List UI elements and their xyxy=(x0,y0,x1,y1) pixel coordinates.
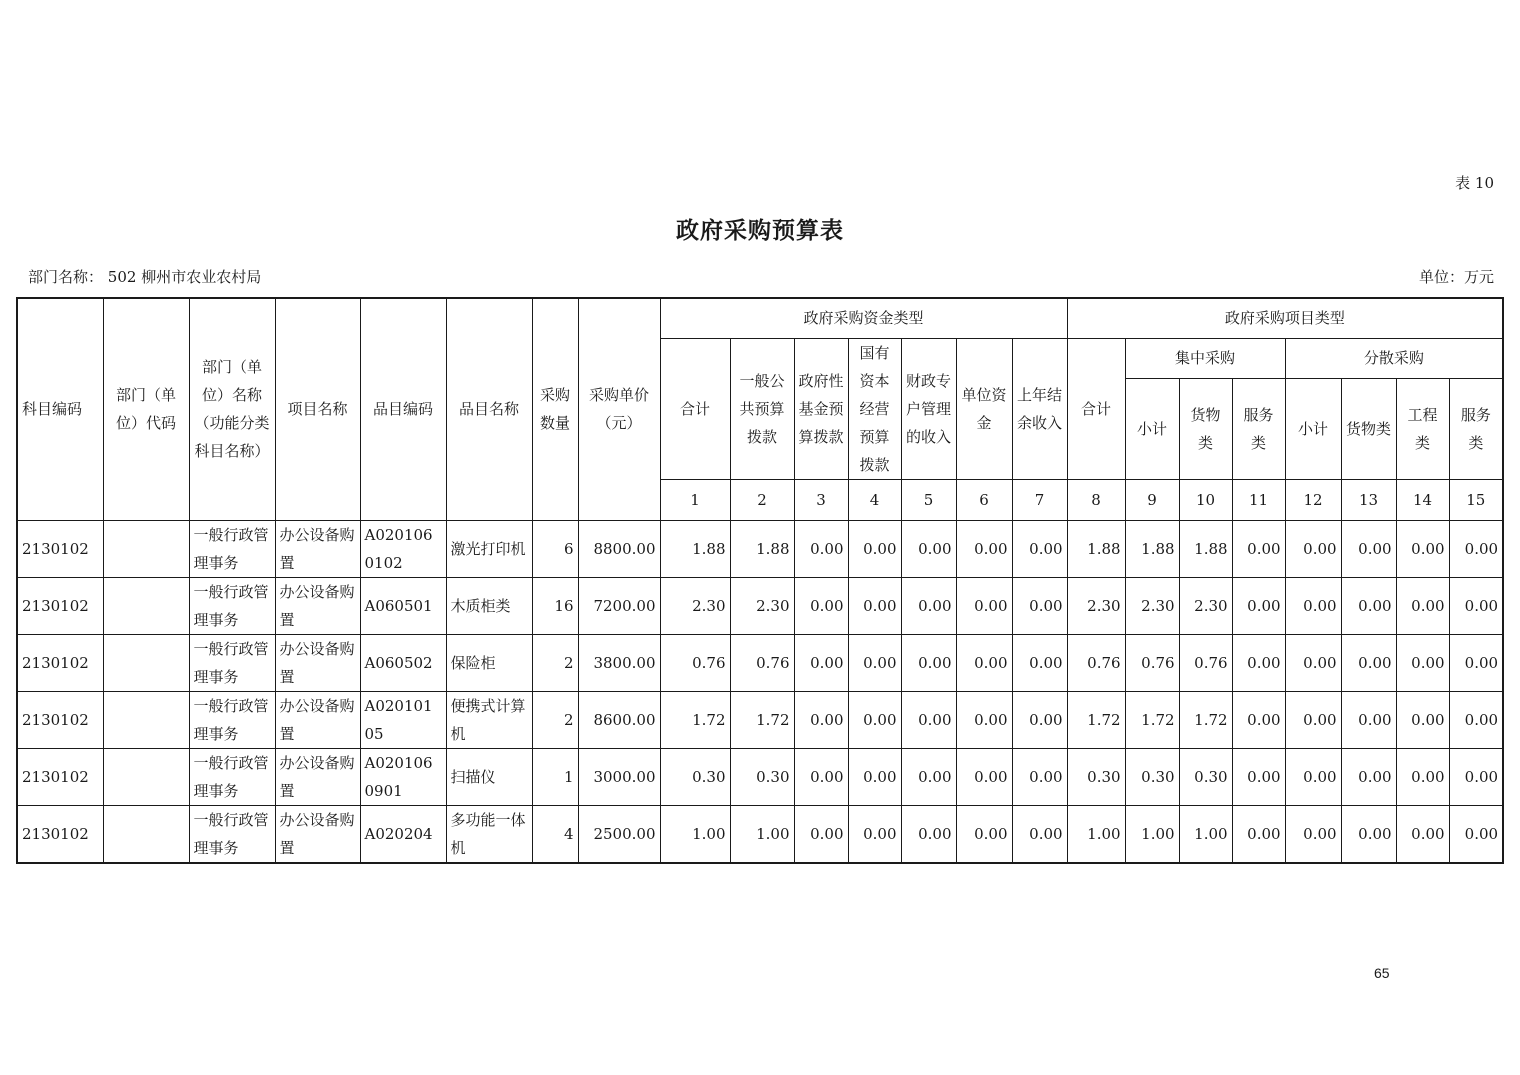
cell-amount: 0.00 xyxy=(794,634,848,691)
cell-amount: 0.00 xyxy=(1449,577,1503,634)
cell-amount: 2.30 xyxy=(1067,577,1125,634)
table-row xyxy=(17,691,1503,748)
column-number: 10 xyxy=(1179,479,1232,520)
cell-amount: 0.76 xyxy=(660,634,730,691)
column-number: 3 xyxy=(794,479,848,520)
cell-item-code: A060501 xyxy=(360,577,446,634)
column-number: 2 xyxy=(730,479,794,520)
cell-amount: 0.00 xyxy=(1012,748,1067,805)
cell-amount: 1.88 xyxy=(1125,520,1179,577)
cell-project-name: 办公设备购置 xyxy=(275,805,360,863)
header-gov-fund: 政府性基金预算拨款 xyxy=(794,338,848,479)
procurement-budget-table xyxy=(16,297,1504,864)
cell-unit-price: 7200.00 xyxy=(578,577,660,634)
page-title: 政府采购预算表 xyxy=(676,217,844,244)
cell-amount: 0.00 xyxy=(1012,691,1067,748)
cell-amount: 0.00 xyxy=(901,805,956,863)
header-fund-type-group: 政府采购资金类型 xyxy=(660,298,1067,338)
column-number: 11 xyxy=(1232,479,1285,520)
cell-subject-code: 2130102 xyxy=(17,748,103,805)
cell-amount: 0.00 xyxy=(1396,805,1449,863)
cell-amount: 0.00 xyxy=(1285,520,1341,577)
cell-amount: 0.00 xyxy=(956,805,1012,863)
cell-project-name: 办公设备购置 xyxy=(275,520,360,577)
table-number: 表 10 xyxy=(1455,174,1494,192)
cell-subject-code: 2130102 xyxy=(17,577,103,634)
cell-dept-name: 一般行政管理事务 xyxy=(189,805,275,863)
cell-amount: 1.72 xyxy=(730,691,794,748)
cell-dept-name: 一般行政管理事务 xyxy=(189,577,275,634)
header-dispersed-subtotal: 小计 xyxy=(1285,378,1341,479)
cell-amount: 0.00 xyxy=(1449,691,1503,748)
cell-amount: 1.72 xyxy=(1067,691,1125,748)
cell-amount: 0.00 xyxy=(1341,520,1396,577)
cell-amount: 0.00 xyxy=(1012,805,1067,863)
cell-amount: 0.00 xyxy=(794,805,848,863)
header-state-capital: 国有资本经营预算拨款 xyxy=(848,338,901,479)
header-central-goods: 货物类 xyxy=(1179,378,1232,479)
column-number: 12 xyxy=(1285,479,1341,520)
page-number: 65 xyxy=(1374,965,1390,981)
column-number: 14 xyxy=(1396,479,1449,520)
cell-amount: 0.76 xyxy=(1125,634,1179,691)
header-carryover: 上年结余收入 xyxy=(1012,338,1067,479)
cell-amount: 0.00 xyxy=(1232,691,1285,748)
header-unit-price: 采购单价（元） xyxy=(578,298,660,520)
cell-amount: 0.00 xyxy=(1449,634,1503,691)
unit-label: 单位：万元 xyxy=(1418,268,1494,286)
cell-amount: 0.00 xyxy=(1012,577,1067,634)
cell-amount: 0.00 xyxy=(848,805,901,863)
cell-amount: 0.00 xyxy=(1396,691,1449,748)
cell-amount: 0.00 xyxy=(848,634,901,691)
cell-amount: 1.00 xyxy=(730,805,794,863)
table-row xyxy=(17,577,1503,634)
cell-amount: 0.00 xyxy=(1396,748,1449,805)
cell-quantity: 4 xyxy=(532,805,578,863)
header-dispersed-procurement: 分散采购 xyxy=(1285,338,1503,378)
cell-amount: 0.00 xyxy=(901,634,956,691)
header-general-budget: 一般公共预算拨款 xyxy=(730,338,794,479)
header-dispersed-service: 服务类 xyxy=(1449,378,1503,479)
cell-amount: 0.00 xyxy=(848,520,901,577)
cell-project-name: 办公设备购置 xyxy=(275,691,360,748)
cell-amount: 0.00 xyxy=(1341,634,1396,691)
cell-amount: 0.00 xyxy=(794,520,848,577)
department-label: 部门名称： xyxy=(28,268,104,286)
cell-project-name: 办公设备购置 xyxy=(275,577,360,634)
header-dept-code: 部门（单位）代码 xyxy=(103,298,189,520)
cell-item-code: A060502 xyxy=(360,634,446,691)
cell-amount: 1.88 xyxy=(1067,520,1125,577)
cell-amount: 0.76 xyxy=(1067,634,1125,691)
cell-item-name: 多功能一体机 xyxy=(446,805,532,863)
cell-amount: 0.00 xyxy=(848,748,901,805)
cell-item-code: A020204 xyxy=(360,805,446,863)
cell-subject-code: 2130102 xyxy=(17,520,103,577)
header-unit-fund: 单位资金 xyxy=(956,338,1012,479)
cell-amount: 0.00 xyxy=(1285,691,1341,748)
cell-amount: 0.00 xyxy=(1232,577,1285,634)
cell-amount: 0.00 xyxy=(1449,520,1503,577)
cell-amount: 1.88 xyxy=(730,520,794,577)
cell-subject-code: 2130102 xyxy=(17,634,103,691)
cell-dept-name: 一般行政管理事务 xyxy=(189,520,275,577)
cell-amount: 1.72 xyxy=(1179,691,1232,748)
cell-item-code: A0201060901 xyxy=(360,748,446,805)
column-number: 8 xyxy=(1067,479,1125,520)
cell-amount: 0.00 xyxy=(848,577,901,634)
cell-amount: 2.30 xyxy=(1179,577,1232,634)
cell-amount: 1.88 xyxy=(1179,520,1232,577)
cell-amount: 0.00 xyxy=(1232,520,1285,577)
cell-amount: 1.00 xyxy=(1125,805,1179,863)
column-number: 7 xyxy=(1012,479,1067,520)
header-central-subtotal: 小计 xyxy=(1125,378,1179,479)
cell-amount: 0.00 xyxy=(1285,748,1341,805)
header-item-code: 品目编码 xyxy=(360,298,446,520)
cell-amount: 1.00 xyxy=(1067,805,1125,863)
cell-amount: 0.00 xyxy=(1396,577,1449,634)
department-value: 502 柳州市农业农村局 xyxy=(107,268,262,286)
cell-amount: 2.30 xyxy=(660,577,730,634)
header-dept-name: 部门（单位）名称（功能分类科目名称） xyxy=(189,298,275,520)
cell-amount: 0.00 xyxy=(1285,805,1341,863)
cell-amount: 0.00 xyxy=(848,691,901,748)
cell-unit-price: 8800.00 xyxy=(578,520,660,577)
cell-unit-price: 3800.00 xyxy=(578,634,660,691)
cell-amount: 0.00 xyxy=(1341,691,1396,748)
table-row xyxy=(17,520,1503,577)
cell-amount: 0.00 xyxy=(1341,577,1396,634)
header-dispersed-goods: 货物类 xyxy=(1341,378,1396,479)
cell-amount: 0.00 xyxy=(1232,748,1285,805)
cell-amount: 0.00 xyxy=(1449,748,1503,805)
header-fund-total: 合计 xyxy=(660,338,730,479)
cell-item-name: 木质柜类 xyxy=(446,577,532,634)
cell-amount: 0.00 xyxy=(1341,748,1396,805)
cell-project-name: 办公设备购置 xyxy=(275,634,360,691)
cell-amount: 1.00 xyxy=(660,805,730,863)
cell-amount: 0.30 xyxy=(660,748,730,805)
header-subject-code: 科目编码 xyxy=(17,298,103,520)
cell-item-code: A0201060102 xyxy=(360,520,446,577)
header-quantity: 采购数量 xyxy=(532,298,578,520)
cell-amount: 0.00 xyxy=(794,577,848,634)
cell-amount: 0.00 xyxy=(1012,634,1067,691)
cell-dept-code xyxy=(103,634,189,691)
cell-amount: 0.00 xyxy=(956,634,1012,691)
cell-item-name: 保险柜 xyxy=(446,634,532,691)
cell-amount: 0.00 xyxy=(901,691,956,748)
cell-item-name: 扫描仪 xyxy=(446,748,532,805)
cell-unit-price: 3000.00 xyxy=(578,748,660,805)
column-number: 9 xyxy=(1125,479,1179,520)
column-number: 13 xyxy=(1341,479,1396,520)
column-number: 15 xyxy=(1449,479,1503,520)
cell-amount: 0.00 xyxy=(1449,805,1503,863)
column-number: 4 xyxy=(848,479,901,520)
header-central-service: 服务类 xyxy=(1232,378,1285,479)
header-project-type-group: 政府采购项目类型 xyxy=(1067,298,1503,338)
cell-unit-price: 8600.00 xyxy=(578,691,660,748)
cell-dept-name: 一般行政管理事务 xyxy=(189,691,275,748)
cell-unit-price: 2500.00 xyxy=(578,805,660,863)
cell-item-name: 激光打印机 xyxy=(446,520,532,577)
cell-amount: 0.00 xyxy=(794,748,848,805)
column-number: 5 xyxy=(901,479,956,520)
column-number: 6 xyxy=(956,479,1012,520)
cell-amount: 0.00 xyxy=(1012,520,1067,577)
cell-dept-code xyxy=(103,805,189,863)
header-item-name: 品目名称 xyxy=(446,298,532,520)
cell-project-name: 办公设备购置 xyxy=(275,748,360,805)
cell-amount: 1.00 xyxy=(1179,805,1232,863)
cell-amount: 0.00 xyxy=(794,691,848,748)
cell-amount: 0.00 xyxy=(956,577,1012,634)
cell-amount: 0.30 xyxy=(730,748,794,805)
cell-item-name: 便携式计算机 xyxy=(446,691,532,748)
cell-amount: 0.00 xyxy=(1232,805,1285,863)
cell-amount: 0.30 xyxy=(1179,748,1232,805)
cell-amount: 0.00 xyxy=(956,520,1012,577)
cell-quantity: 2 xyxy=(532,634,578,691)
cell-amount: 2.30 xyxy=(1125,577,1179,634)
department-line xyxy=(28,266,261,287)
cell-dept-code xyxy=(103,748,189,805)
cell-amount: 0.00 xyxy=(901,520,956,577)
cell-amount: 0.00 xyxy=(901,748,956,805)
header-special-account: 财政专户管理的收入 xyxy=(901,338,956,479)
cell-dept-name: 一般行政管理事务 xyxy=(189,748,275,805)
cell-item-code: A02010105 xyxy=(360,691,446,748)
cell-quantity: 6 xyxy=(532,520,578,577)
cell-amount: 0.30 xyxy=(1125,748,1179,805)
table-row xyxy=(17,748,1503,805)
cell-amount: 0.00 xyxy=(956,748,1012,805)
cell-amount: 0.00 xyxy=(956,691,1012,748)
cell-amount: 1.72 xyxy=(660,691,730,748)
cell-amount: 0.00 xyxy=(1285,634,1341,691)
cell-dept-code xyxy=(103,577,189,634)
cell-amount: 1.72 xyxy=(1125,691,1179,748)
cell-amount: 0.30 xyxy=(1067,748,1125,805)
header-project-name: 项目名称 xyxy=(275,298,360,520)
cell-quantity: 16 xyxy=(532,577,578,634)
table-row xyxy=(17,634,1503,691)
table-row xyxy=(17,805,1503,863)
cell-amount: 0.00 xyxy=(1341,805,1396,863)
header-project-total: 合计 xyxy=(1067,338,1125,479)
cell-amount: 2.30 xyxy=(730,577,794,634)
cell-dept-code xyxy=(103,520,189,577)
cell-dept-code xyxy=(103,691,189,748)
header-central-procurement: 集中采购 xyxy=(1125,338,1285,378)
column-number: 1 xyxy=(660,479,730,520)
cell-amount: 0.76 xyxy=(1179,634,1232,691)
cell-amount: 0.00 xyxy=(901,577,956,634)
cell-amount: 0.00 xyxy=(1396,634,1449,691)
cell-amount: 0.00 xyxy=(1285,577,1341,634)
cell-dept-name: 一般行政管理事务 xyxy=(189,634,275,691)
cell-amount: 0.00 xyxy=(1396,520,1449,577)
cell-subject-code: 2130102 xyxy=(17,805,103,863)
cell-quantity: 1 xyxy=(532,748,578,805)
header-dispersed-engineering: 工程类 xyxy=(1396,378,1449,479)
cell-amount: 1.88 xyxy=(660,520,730,577)
cell-subject-code: 2130102 xyxy=(17,691,103,748)
cell-amount: 0.00 xyxy=(1232,634,1285,691)
cell-quantity: 2 xyxy=(532,691,578,748)
cell-amount: 0.76 xyxy=(730,634,794,691)
